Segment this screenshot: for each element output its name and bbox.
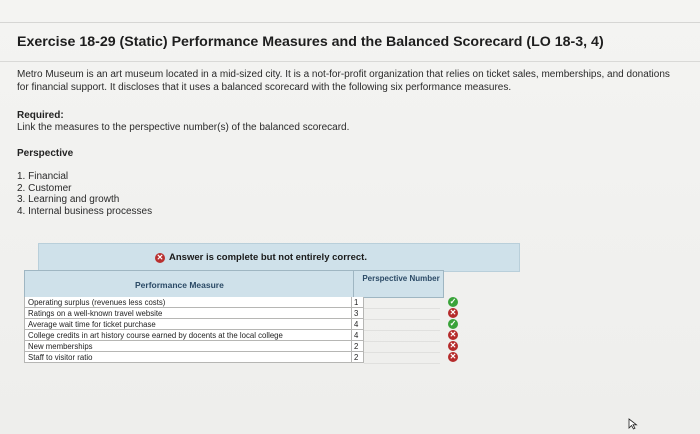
- table-row: [24, 319, 444, 330]
- exercise-title: Exercise 18-29 (Static) Performance Measures and the Balanced Scorecard (LO 18-3, 4): [17, 34, 604, 50]
- title-divider: [0, 61, 700, 62]
- correct-check-icon: ✓: [449, 297, 457, 306]
- incorrect-x-icon: ✕: [449, 308, 457, 317]
- table-row: [24, 341, 444, 352]
- perspective-number-input[interactable]: 4: [352, 330, 364, 341]
- measure-cell: Operating surplus (revenues less costs): [24, 297, 352, 308]
- correct-check-icon: ✓: [449, 319, 457, 328]
- row-spacer: [364, 352, 440, 364]
- required-heading: Required:: [17, 110, 64, 121]
- table-header: [24, 270, 444, 298]
- perspective-number-input[interactable]: 3: [352, 308, 364, 319]
- perspective-item: 3. Learning and growth: [17, 194, 120, 205]
- perspective-heading: Perspective: [17, 148, 74, 159]
- measure-cell: Ratings on a well-known travel website: [24, 308, 352, 319]
- feedback-text: Answer is complete but not entirely correct.: [169, 252, 367, 263]
- perspective-item: 2. Customer: [17, 182, 72, 194]
- perspective-list: [17, 171, 152, 217]
- column-header-number: Perspective Number: [362, 274, 440, 283]
- perspective-number-input[interactable]: 2: [352, 352, 364, 363]
- perspective-number-input[interactable]: 4: [352, 319, 364, 330]
- incorrect-x-icon: ✕: [449, 330, 457, 339]
- measure-cell: Staff to visitor ratio: [24, 352, 352, 363]
- perspective-number-input[interactable]: 2: [352, 341, 364, 352]
- required-text: Link the measures to the perspective number(s) of the balanced scorecard.: [17, 122, 350, 133]
- measure-cell: College credits in art history course earned by docents at the local college: [24, 330, 352, 341]
- table-row: [24, 352, 444, 363]
- mouse-cursor-icon: [628, 418, 638, 430]
- perspective-number-input[interactable]: 1: [352, 297, 364, 308]
- column-header-measure: Performance Measure: [135, 280, 224, 290]
- x-circle-icon: ✕: [156, 252, 164, 262]
- table-row: [24, 330, 444, 341]
- measure-cell: New memberships: [24, 341, 352, 352]
- header-divider: [353, 271, 354, 297]
- table-row: [24, 308, 444, 319]
- measure-cell: Average wait time for ticket purchase: [24, 319, 352, 330]
- top-divider: [0, 22, 700, 23]
- answer-feedback-banner: [38, 243, 520, 272]
- incorrect-x-icon: ✕: [449, 352, 457, 361]
- intro-text: Metro Museum is an art museum located in a mid-sized city. It is a not-for-profit organization that relies on ticket sales, memberships, and donations for financial support. It discloses that it uses a balanced scorecard with the following six performance measures.: [17, 69, 670, 93]
- incorrect-x-icon: ✕: [449, 341, 457, 350]
- table-row: [24, 297, 444, 308]
- perspective-item: 1. Financial: [17, 171, 69, 182]
- perspective-item: 4. Internal business processes: [17, 205, 153, 217]
